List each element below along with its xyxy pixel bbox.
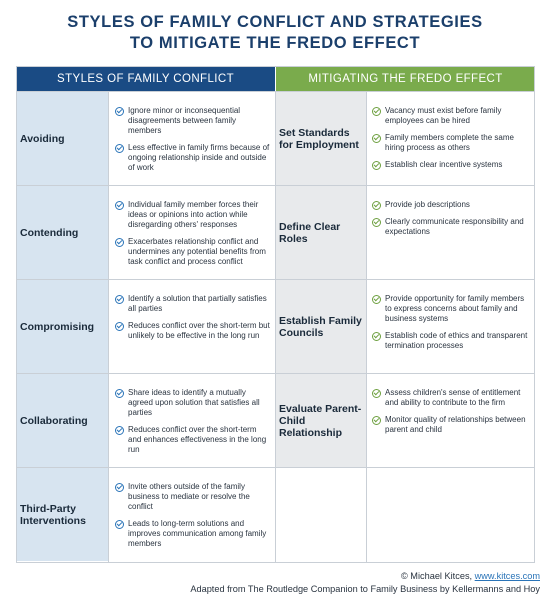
- list-item: [372, 388, 531, 408]
- check-circle-icon: [115, 389, 124, 398]
- style-description: [109, 468, 275, 561]
- column-divider: [366, 91, 367, 563]
- credit-block: [190, 570, 540, 596]
- strategy-name: Set Standards for Employment: [279, 126, 359, 151]
- strategy-description: [367, 280, 535, 373]
- credit-line-1: [190, 570, 540, 583]
- list-item-text: Share ideas to identify a mutually agreed upon solution that satisfies all parties: [128, 388, 260, 417]
- strategy-cell-establish-family-councils: [276, 280, 366, 373]
- header-mitigating-fredo-effect: MITIGATING THE FREDO EFFECT: [276, 66, 535, 91]
- list-item-text: Vacancy must exist before family employees can be hired: [385, 106, 502, 125]
- strategy-cell-evaluate-parent-child-relationship: [276, 374, 366, 467]
- check-circle-icon: [115, 426, 124, 435]
- header-styles-of-conflict: STYLES OF FAMILY CONFLICT: [16, 66, 275, 91]
- list-item-text: Reduces conflict over the short-term and enhances effectiveness in the long run: [128, 425, 267, 454]
- column-divider: [275, 91, 276, 563]
- strategy-description: [367, 186, 535, 279]
- list-item: [115, 425, 271, 455]
- style-name: Avoiding: [20, 132, 65, 145]
- list-item: [372, 133, 531, 153]
- list-item: [115, 294, 271, 314]
- list-item: [372, 331, 531, 351]
- list-item: [372, 217, 531, 237]
- kitces-link[interactable]: www.kitces.com: [474, 571, 540, 581]
- list-item-text: Provide opportunity for family members to express concerns about family and business systems: [385, 294, 525, 323]
- list-item: [372, 294, 531, 324]
- list-item-text: Establish code of ethics and transparent termination processes: [385, 331, 528, 350]
- check-circle-icon: [372, 332, 381, 341]
- check-circle-icon: [372, 389, 381, 398]
- list-item: [115, 106, 271, 136]
- check-circle-icon: [115, 322, 124, 331]
- title-line-1: STYLES OF FAMILY CONFLICT AND STRATEGIES: [67, 13, 483, 31]
- style-cell-avoiding: [16, 92, 108, 185]
- credit-copyright: © Michael Kitces,: [400, 571, 475, 581]
- style-name: Collaborating: [20, 414, 88, 427]
- style-description: [109, 186, 275, 279]
- check-circle-icon: [115, 238, 124, 247]
- style-cell-contending: [16, 186, 108, 279]
- credit-line-2: Adapted from The Routledge Companion to Family Business by Kellermanns and Hoy: [190, 584, 540, 594]
- column-divider: [108, 91, 109, 563]
- strategy-description: [367, 92, 535, 185]
- style-description: [109, 374, 275, 467]
- strategy-name: Define Clear Roles: [279, 220, 341, 245]
- list-item-text: Establish clear incentive systems: [385, 160, 503, 169]
- strategy-name: Establish Family Councils: [279, 314, 362, 339]
- list-item: [115, 388, 271, 418]
- list-item-text: Individual family member forces their ideas or opinions into action while disregarding others' responses: [128, 200, 259, 229]
- style-cell-third-party-interventions: [16, 468, 108, 561]
- list-item-text: Leads to long-term solutions and improves communication among family members: [128, 519, 267, 548]
- strategy-cell-define-clear-roles: [276, 186, 366, 279]
- check-circle-icon: [372, 416, 381, 425]
- page-title: [0, 12, 550, 54]
- style-cell-compromising: [16, 280, 108, 373]
- check-circle-icon: [115, 201, 124, 210]
- list-item-text: Ignore minor or inconsequential disagreements between family members: [128, 106, 241, 135]
- title-line-2: TO MITIGATE THE FREDO EFFECT: [129, 34, 421, 52]
- style-name: Third-Party Interventions: [20, 502, 86, 527]
- list-item: [115, 321, 271, 341]
- list-item-text: Less effective in family firms because of ongoing relationship inside and outside of work: [128, 143, 270, 172]
- list-item-text: Family members complete the same hiring process as others: [385, 133, 514, 152]
- list-item: [115, 237, 271, 267]
- list-item-text: Clearly communicate responsibility and expectations: [385, 217, 524, 236]
- style-cell-collaborating: [16, 374, 108, 467]
- list-item: [372, 200, 531, 210]
- check-circle-icon: [372, 218, 381, 227]
- check-circle-icon: [372, 107, 381, 116]
- check-circle-icon: [115, 107, 124, 116]
- list-item-text: Reduces conflict over the short-term but unlikely to be effective in the long run: [128, 321, 270, 340]
- style-name: Compromising: [20, 320, 95, 333]
- strategy-name: Evaluate Parent-Child Relationship: [279, 402, 362, 439]
- strategy-description: [367, 374, 535, 467]
- list-item: [115, 519, 271, 549]
- check-circle-icon: [115, 295, 124, 304]
- check-circle-icon: [115, 483, 124, 492]
- strategy-cell-set-standards-for-employment: [276, 92, 366, 185]
- list-item: [372, 415, 531, 435]
- list-item-text: Exacerbates relationship conflict and undermines any potential benefits from task conflict and process conflict: [128, 237, 266, 266]
- style-description: [109, 280, 275, 373]
- list-item-text: Assess children's sense of entitlement and ability to contribute to the firm: [385, 388, 521, 407]
- list-item: [372, 106, 531, 126]
- list-item-text: Provide job descriptions: [385, 200, 470, 209]
- style-description: [109, 92, 275, 185]
- check-circle-icon: [372, 295, 381, 304]
- list-item-text: Monitor quality of relationships between parent and child: [385, 415, 526, 434]
- comparison-table: [16, 66, 535, 563]
- check-circle-icon: [372, 134, 381, 143]
- check-circle-icon: [115, 520, 124, 529]
- list-item-text: Identify a solution that partially satisfies all parties: [128, 294, 267, 313]
- style-name: Contending: [20, 226, 79, 239]
- check-circle-icon: [372, 201, 381, 210]
- list-item: [115, 143, 271, 173]
- list-item: [115, 200, 271, 230]
- check-circle-icon: [372, 161, 381, 170]
- check-circle-icon: [115, 144, 124, 153]
- list-item: [372, 160, 531, 170]
- list-item-text: Invite others outside of the family business to mediate or resolve the conflict: [128, 482, 250, 511]
- list-item: [115, 482, 271, 512]
